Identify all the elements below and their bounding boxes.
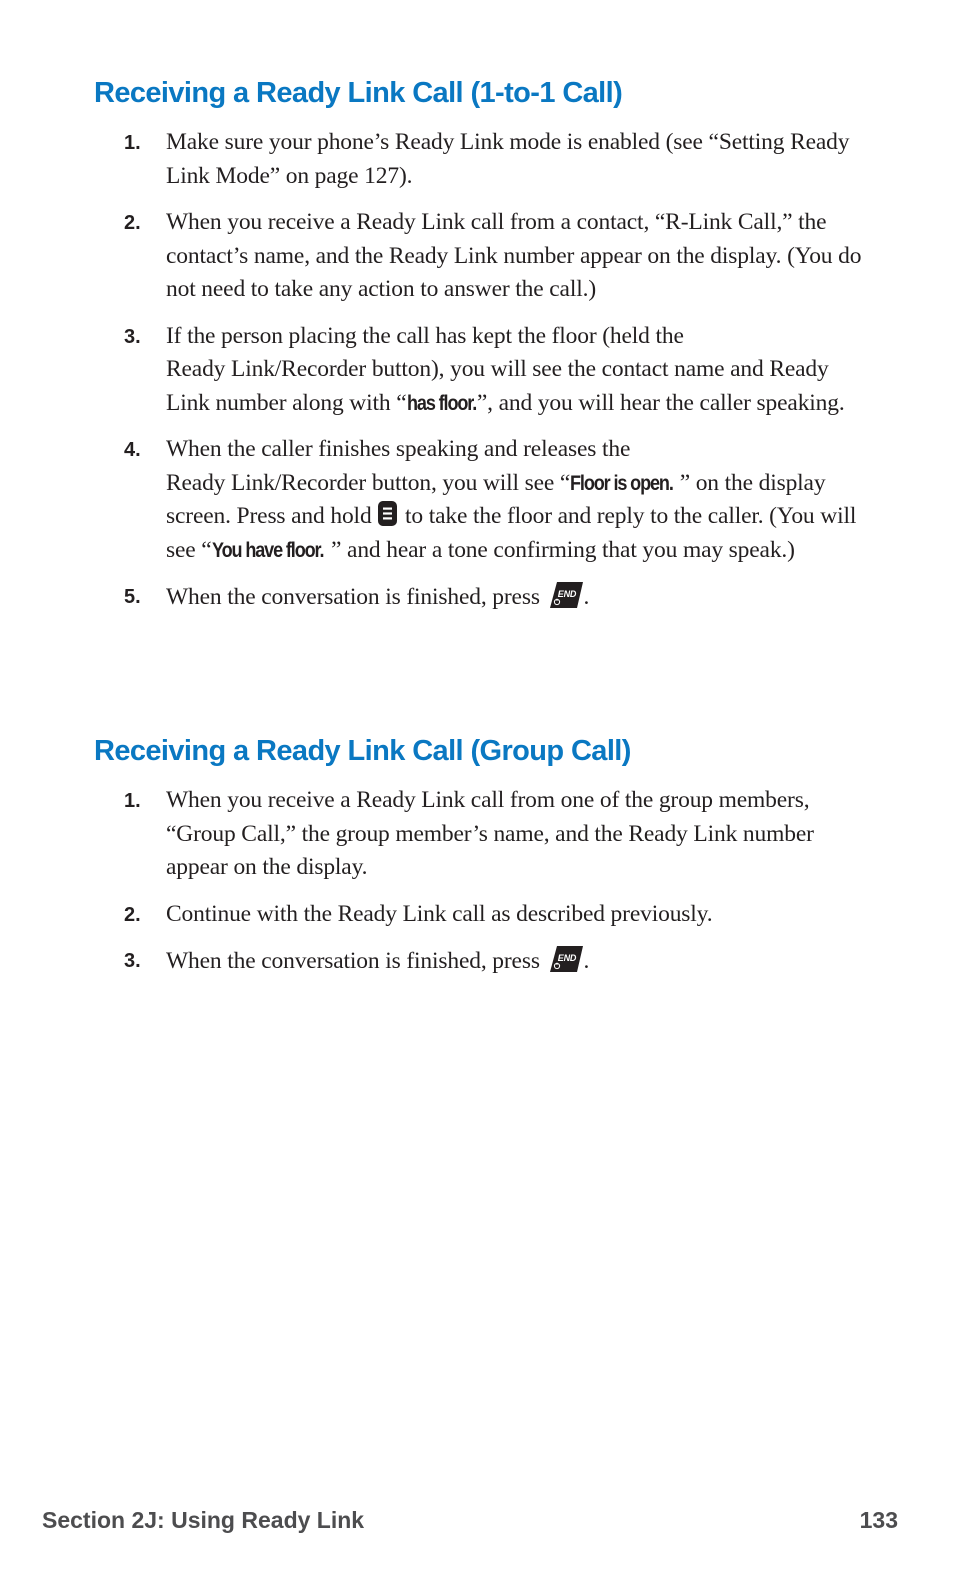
list-item bbox=[0, 580, 954, 615]
step-number: 5. bbox=[124, 586, 141, 608]
step-text bbox=[166, 320, 866, 421]
step-text-part: . bbox=[583, 948, 590, 974]
step-text-part: ”, and you will hear the caller speaking. bbox=[476, 389, 845, 416]
step-text-part: to take the floor and reply to the caller. (You will see “ bbox=[166, 503, 857, 563]
step-number: 1. bbox=[124, 132, 141, 154]
step-number: 2. bbox=[124, 212, 141, 234]
display-message: has floor. bbox=[406, 391, 476, 415]
steps-list-group bbox=[0, 784, 954, 992]
display-message: You have floor. bbox=[211, 538, 323, 562]
step-text bbox=[166, 580, 866, 615]
menu-key-icon bbox=[378, 501, 397, 526]
step-text-part: ” on the display screen. Press and hold bbox=[166, 469, 826, 529]
step-text-part: Ready Link/Recorder button), you will see the contact name and Ready Link number along with “ bbox=[166, 356, 829, 416]
steps-list-1to1 bbox=[0, 126, 954, 628]
end-key-icon bbox=[548, 580, 584, 610]
step-text: Make sure your phone’s Ready Link mode is enabled (see “Setting Ready Link Mode” on page 127). bbox=[166, 129, 850, 189]
end-key-icon bbox=[548, 944, 584, 974]
step-number: 2. bbox=[124, 903, 141, 926]
step-text: Continue with the Ready Link call as described previously. bbox=[166, 900, 713, 927]
step-text-part: When the conversation is finished, press bbox=[166, 948, 546, 974]
list-item bbox=[0, 784, 954, 885]
step-text-line: If the person placing the call has kept the floor (held the bbox=[166, 322, 684, 349]
section-heading-group: Receiving a Ready Link Call (Group Call) bbox=[94, 735, 631, 767]
display-message: Floor is open. bbox=[570, 471, 673, 495]
step-text: When you receive a Ready Link call from a contact, “R-Link Call,” the contact’s name, and the Ready Link number appear on the display. (You do not need to take any action to answer the call.) bbox=[166, 209, 862, 302]
list-item bbox=[0, 126, 954, 193]
step-text-part: Ready Link/Recorder button, you will see “ bbox=[166, 469, 571, 496]
step-number: 4. bbox=[124, 439, 141, 461]
step-number: 1. bbox=[124, 790, 141, 812]
step-text: When you receive a Ready Link call from one of the group members, “Group Call,” the group member’s name, and the Ready Link number appear on the display. bbox=[166, 787, 814, 880]
list-item bbox=[0, 898, 954, 932]
end-key-label: END bbox=[557, 589, 576, 599]
step-number: 3. bbox=[124, 325, 141, 348]
section-heading-1to1: Receiving a Ready Link Call (1-to-1 Call) bbox=[94, 77, 623, 109]
footer-section-title: Section 2J: Using Ready Link bbox=[42, 1507, 365, 1533]
page-number: 133 bbox=[859, 1507, 898, 1533]
step-text bbox=[166, 433, 866, 567]
step-text-part: . bbox=[583, 584, 590, 610]
step-text bbox=[166, 944, 866, 979]
step-number: 3. bbox=[124, 950, 141, 972]
list-item bbox=[0, 433, 954, 567]
end-key-label: END bbox=[557, 953, 576, 963]
step-text-part: When the conversation is finished, press bbox=[166, 584, 546, 610]
step-text-line: When the caller finishes speaking and releases the bbox=[166, 436, 631, 462]
step-text-part: ” and hear a tone confirming that you may speak.) bbox=[331, 536, 795, 563]
list-item bbox=[0, 944, 954, 979]
list-item bbox=[0, 320, 954, 421]
list-item bbox=[0, 206, 954, 307]
